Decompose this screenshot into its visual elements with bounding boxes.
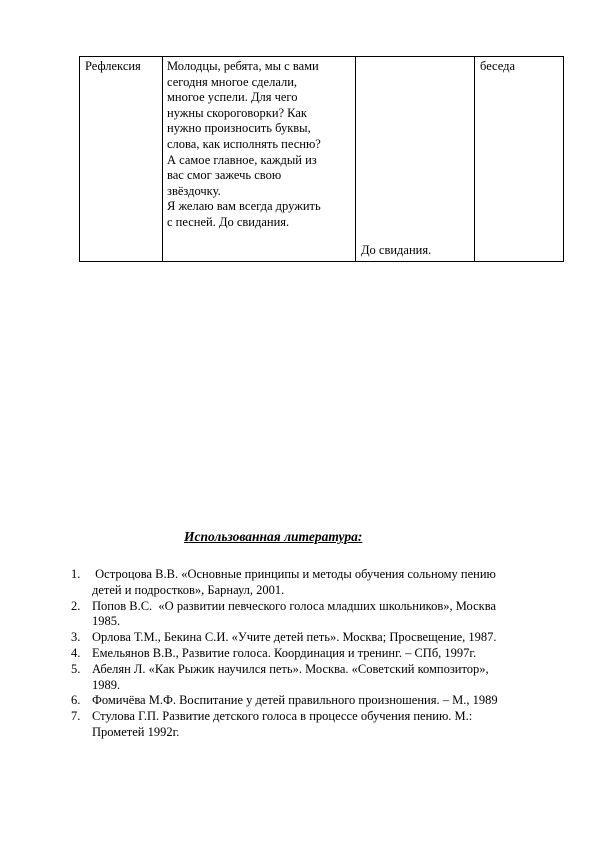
- cell-line: Молодцы, ребята, мы с вами: [167, 59, 319, 73]
- list-item: [71, 693, 571, 709]
- cell-line: Я желаю вам всегда дружить: [167, 199, 321, 214]
- item-line: Емельянов В.В., Развитие голоса. Координация и тренинг. – СПб, 1997г.: [92, 645, 477, 660]
- cell-line: нужно произносить буквы,: [167, 121, 311, 136]
- student-activity-cell: До свидания.: [361, 243, 432, 257]
- cell-line: нужны скороговорки? Как: [167, 105, 307, 120]
- list-item: [71, 630, 571, 646]
- item-line: Прометей 1992г.: [92, 724, 180, 739]
- reflection-table: [79, 56, 564, 262]
- item-number: 7.: [71, 709, 81, 724]
- cell-line: звёздочку.: [167, 183, 221, 198]
- list-item: [71, 662, 571, 694]
- item-number: 5.: [71, 661, 81, 676]
- item-line: Попов В.С. «О развитии певческого голоса младших школьников», Москва: [92, 598, 496, 613]
- item-line: детей и подростков», Барнаул, 2001.: [92, 582, 285, 597]
- list-item: [71, 646, 571, 662]
- stage-cell: Рефлексия: [85, 59, 141, 73]
- item-number: 3.: [71, 630, 81, 645]
- literature-title: Использованная литература:: [184, 529, 363, 544]
- item-number: 6.: [71, 693, 81, 708]
- item-line: Орлова Т.М., Бекина С.И. «Учите детей петь». Москва; Просвещение, 1987.: [92, 630, 497, 645]
- item-line: 1989.: [92, 677, 121, 692]
- item-line: Остроцова В.В. «Основные принципы и методы обучения сольному пению: [92, 567, 496, 581]
- literature-list: [71, 567, 571, 741]
- method-cell: беседа: [480, 59, 516, 73]
- item-line: Абелян Л. «Как Рыжик научился петь». Москва. «Советский композитор»,: [92, 661, 489, 676]
- list-item: [71, 567, 571, 599]
- list-item: [71, 709, 571, 741]
- column-divider: [162, 57, 163, 261]
- cell-line: с песней. До свидания.: [167, 214, 290, 229]
- item-line: Фомичёва М.Ф. Воспитание у детей правильного произношения. – М., 1989: [92, 693, 498, 708]
- cell-line: слова, как исполнять песню?: [167, 136, 321, 151]
- cell-line: А самое главное, каждый из: [167, 152, 317, 167]
- item-line: 1985.: [92, 614, 121, 629]
- cell-line: многое успели. Для чего: [167, 90, 298, 105]
- item-line: Стулова Г.П. Развитие детского голоса в процессе обучения пению. М.:: [92, 709, 473, 724]
- list-item: [71, 599, 571, 631]
- column-divider: [355, 57, 356, 261]
- item-number: 4.: [71, 645, 81, 660]
- cell-line: вас смог зажечь свою: [167, 168, 282, 183]
- item-number: 2.: [71, 598, 81, 613]
- column-divider: [474, 57, 475, 261]
- cell-line: сегодня многое сделали,: [167, 74, 298, 89]
- item-number: 1.: [71, 567, 81, 581]
- teacher-activity-cell: [167, 59, 355, 231]
